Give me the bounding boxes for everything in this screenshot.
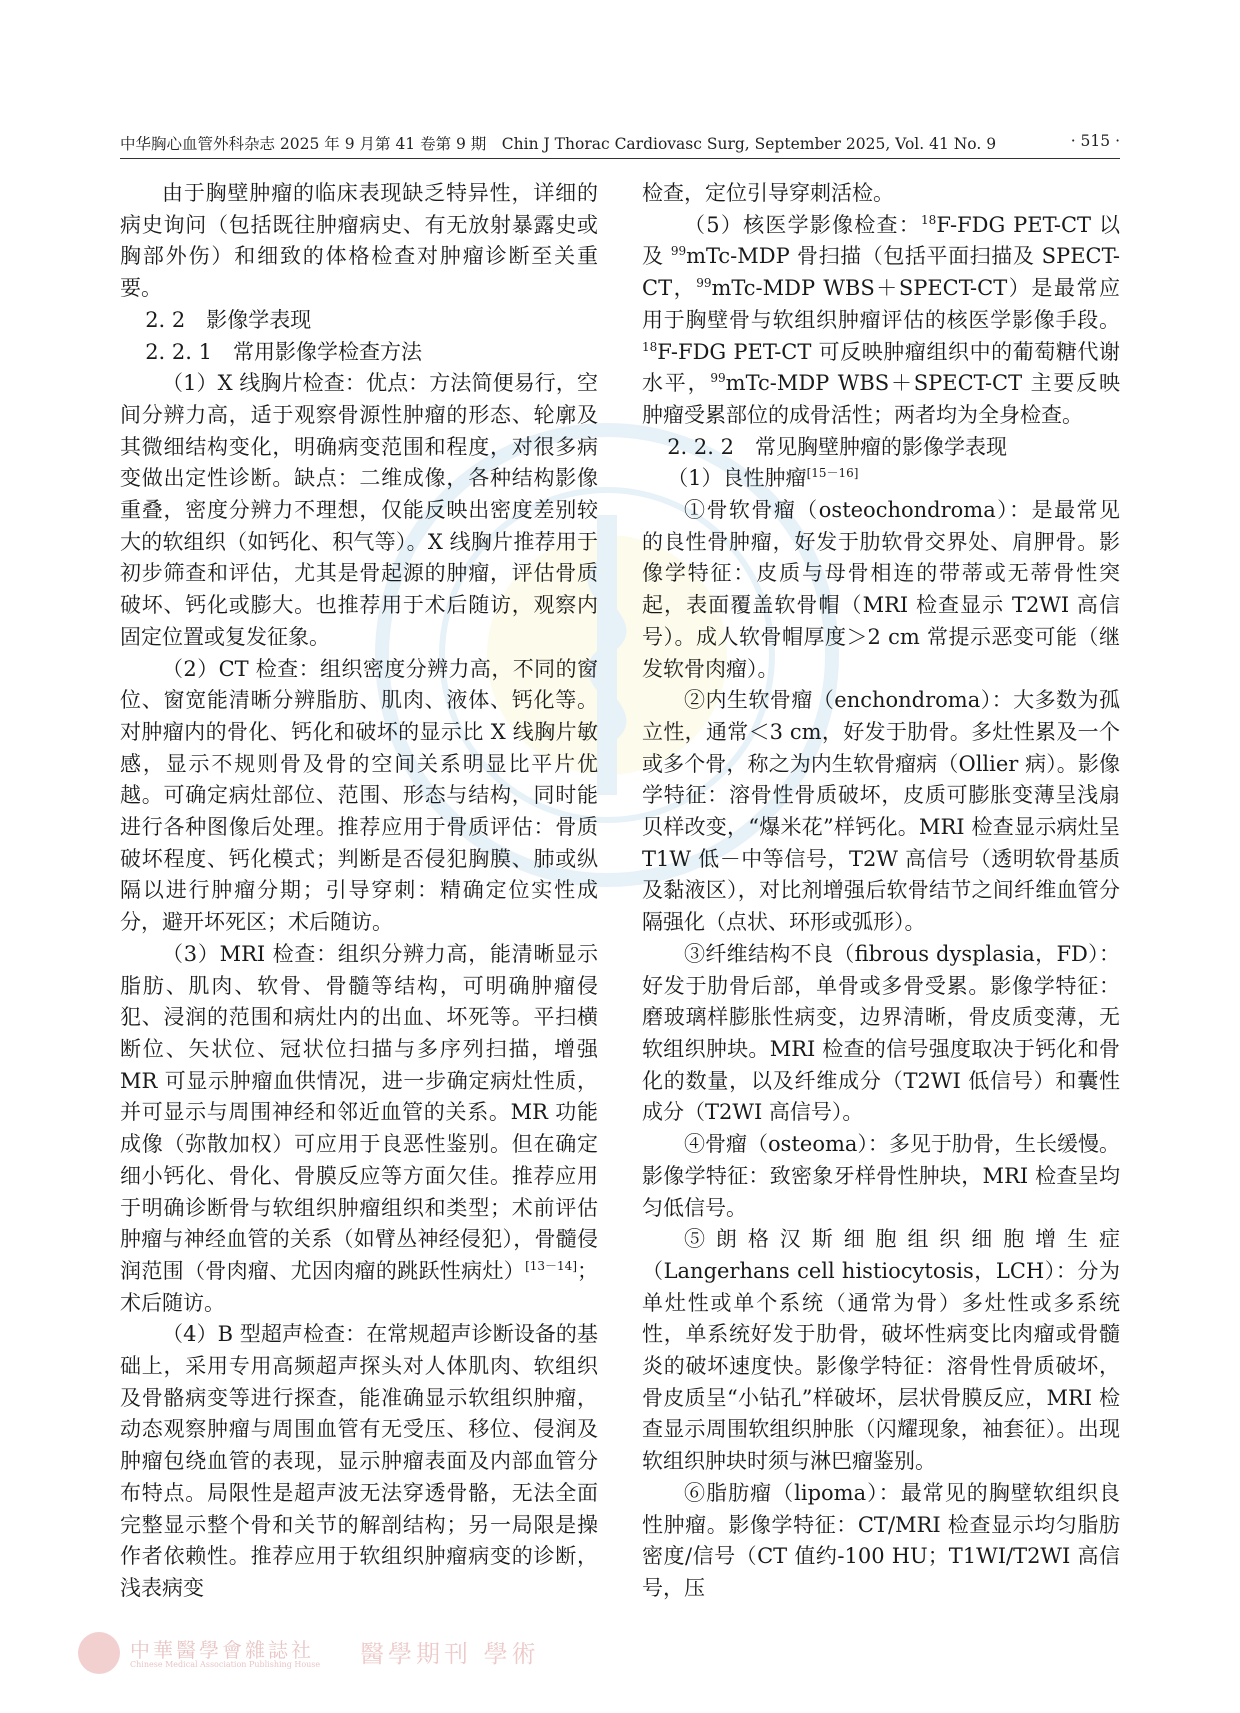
paragraph [120,939,598,1319]
subsection-heading: 2. 2. 1 常用影像学检查方法 [145,339,422,364]
isotope-superscript: 99 [696,276,712,291]
paragraph: ⑤朗格汉斯细胞组织细胞增生症（Langerhans cell histiocytosis，LCH）：分为单灶性或单个系统（通常为骨）多灶性或多系统性，单系统好发于肋骨，破坏性病变比肉瘤或骨髓炎的破坏速度快。影像学特征：溶骨性骨质破坏，骨皮质呈“小钻孔”样破坏，层状骨膜反应，MRI 检查显示周围软组织肿胀（闪耀现象，袖套征）。出现软组织肿块时须与淋巴瘤鉴别。 [642,1227,1120,1474]
publisher-extra-mark: 醫學期刊 學術 [360,1640,540,1668]
right-column [642,178,1120,1605]
paragraph-text: mTc-MDP 骨扫描（包括平面扫描及 SPECT-CT， [642,244,1120,301]
isotope-superscript: 18 [921,212,937,227]
paragraph-text: （3）MRI 检查：组织分辨力高，能清晰显示脂肪、肌肉、软骨、骨髓等结构，可明确肿瘤侵犯、浸润的范围和病灶内的出血、坏死等。平扫横断位、矢状位、冠状位扫描与多序列扫描，增强 MR 可显示肿瘤血供情况，进一步确定病灶性质，并可显示与周围神经和邻近血管的关系。MR 功能成像（弥散加权）可应用于良恶性鉴别。但在确定细小钙化、骨化、骨膜反应等方面欠佳。推荐应用于明确诊断骨与软组织肿瘤组织和类型；术前评估肿瘤与神经血管的关系（如臂丛神经侵犯），骨髓侵润范围（骨肉瘤、尤因肉瘤的跳跃性病灶） [120,941,598,1283]
journal-citation: 中华胸心血管外科杂志 2025 年 9 月第 41 卷第 9 期 Chin J Thorac Cardiovasc Surg, September 2025, Vol. 41 No. 9 [120,135,997,153]
page-number: · 515 · [1070,132,1120,150]
isotope-superscript: 18 [642,339,658,354]
paragraph: ①骨软骨瘤（osteochondroma）：是最常见的良性骨肿瘤，好发于肋软骨交界处、肩胛骨。影像学特征：皮质与母骨相连的带蒂或无蒂骨性突起，表面覆盖软骨帽（MRI 检查显示 T2WI 高信号）。成人软骨帽厚度＞2 cm 常提示恶变可能（继发软骨肉瘤）。 [642,498,1120,681]
paragraph: ④骨瘤（osteoma）：多见于肋骨，生长缓慢。影像学特征：致密象牙样骨性肿块，MRI 检查呈均匀低信号。 [642,1132,1120,1220]
paragraph-text: mTc-MDP WBS＋SPECT-CT 主要反映肿瘤受累部位的成骨活性；两者均为全身检查。 [642,371,1120,427]
publisher-logo [78,1632,548,1674]
citation-ref: [13－14] [525,1258,577,1273]
isotope-superscript: 99 [670,244,687,259]
paragraph [642,210,1120,432]
paragraph-text: （5）核医学影像检查： [684,212,922,237]
publisher-name: 中華醫學會雜誌社 [130,1638,314,1662]
paragraph: ⑥脂肪瘤（lipoma）：最常见的胸壁软组织良性肿瘤。影像学特征：CT/MRI 检查显示均匀脂肪密度/信号（CT 值约-100 HU；T1WI/T2WI 高信号，压 [642,1480,1120,1600]
paragraph: ③纤维结构不良（fibrous dysplasia，FD）：好发于肋骨后部，单骨或多骨受累。影像学特征：磨玻璃样膨胀性病变，边界清晰，骨皮质变薄，无软组织肿块。MRI 检查的信号强度取决于钙化和骨化的数量，以及纤维成分（T2WI 低信号）和囊性成分（T2WI 高信号）。 [642,941,1120,1125]
citation-ref: [15－16] [806,466,859,481]
paragraph: （1）X 线胸片检查：优点：方法简便易行，空间分辨力高，适于观察骨源性肿瘤的形态、轮廓及其微细结构变化，明确病变范围和程度，对很多病变做出定性诊断。缺点：二维成像，各种结构影像重叠，密度分辨力不理想，仅能反映出密度差别较大的软组织（如钙化、积气等）。X 线胸片推荐用于初步筛查和评估，尤其是骨起源的肿瘤，评估骨质破坏、钙化或膨大。也推荐用于术后随访，观察内固定位置或复发征象。 [120,371,598,649]
running-header [120,128,1120,159]
paragraph-text: ；术后随访。 [120,1258,598,1315]
paragraph: 由于胸壁肿瘤的临床表现缺乏特异性，详细的病史询问（包括既往肿瘤病史、有无放射暴露史或胸部外伤）和细致的体格检查对肿瘤诊断至关重要。 [120,181,598,301]
paragraph-text: F-FDG PET-CT 可反映肿瘤组织中的葡萄糖代谢水平， [642,339,1120,396]
flower-emblem-icon [78,1632,120,1674]
paragraph: 检查，定位引导穿刺活检。 [642,181,894,205]
item-heading [642,463,1120,495]
paragraph: ②内生软骨瘤（enchondroma）：大多数为孤立性，通常＜3 cm，好发于肋骨。多灶性累及一个或多个骨，称之为内生软骨瘤病（Ollier 病）。影像学特征：溶骨性骨质破坏，皮质可膨胀变薄呈浅扇贝样改变，“爆米花”样钙化。MRI 检查显示病灶呈 T1W 低－中等信号，T2W 高信号（透明软骨基质及黏液区），对比剂增强后软骨结节之间纤维血管分隔强化（点状、环形或弧形）。 [642,688,1120,935]
paragraph-text: F-FDG PET-CT 以及 [642,212,1120,269]
item-heading-text: （1）良性肿瘤 [667,466,807,491]
left-column [120,178,598,1605]
subsection-heading: 2. 2. 2 常见胸壁肿瘤的影像学表现 [667,434,1007,459]
section-heading: 2. 2 影像学表现 [145,307,312,332]
paragraph-text: mTc-MDP WBS＋SPECT-CT）是最常应用于胸壁骨与软组织肿瘤评估的核医学影像手段。 [642,276,1120,332]
paragraph: （4）B 型超声检查：在常规超声诊断设备的基础上，采用专用高频超声探头对人体肌肉、软组织及骨骼病变等进行探查，能准确显示软组织肿瘤，动态观察肿瘤与周围血管有无受压、移位、侵润及肿瘤包绕血管的表现，显示肿瘤表面及内部血管分布特点。局限性是超声波无法穿透骨骼，无法全面完整显示整个骨和关节的解剖结构；另一局限是操作者依赖性。推荐应用于软组织肿瘤病变的诊断，浅表病变 [120,1322,598,1600]
paragraph: （2）CT 检查：组织密度分辨力高，不同的窗位、窗宽能清晰分辨脂肪、肌肉、液体、钙化等。对肿瘤内的骨化、钙化和破坏的显示比 X 线胸片敏感，显示不规则骨及骨的空间关系明显比平片优越。可确定病灶部位、范围、形态与结构，同时能进行各种图像后处理。推荐应用于骨质评估：骨质破坏程度、钙化模式；判断是否侵犯胸膜、肺或纵隔以进行肿瘤分期；引导穿刺：精确定位实性成分，避开坏死区；术后随访。 [120,656,598,935]
publisher-name-english: Chinese Medical Association Publishing House [130,1660,321,1669]
isotope-superscript: 99 [710,371,726,386]
